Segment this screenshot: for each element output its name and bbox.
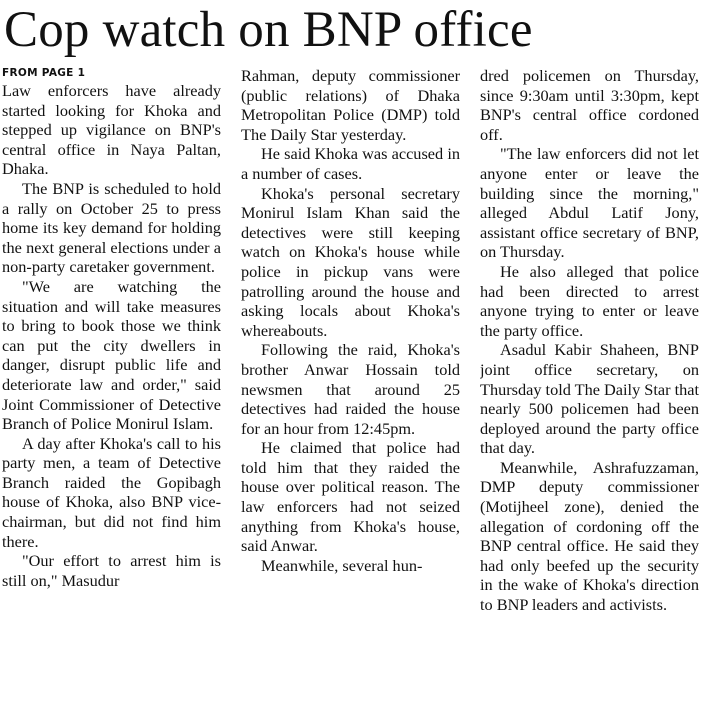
article-column-1 (2, 66, 221, 722)
paragraph: He also alleged that police had been directed to arrest anyone trying to enter or leave the party office. (480, 261, 699, 340)
paragraph: A day after Khoka's call to his party men, a team of Detective Branch raided the Gopibagh house of Khoka, also BNP vice-chairman, but did not find him there. (2, 433, 221, 551)
paragraph: He claimed that police had told him that they raided the house over political reason. The law enforcers had not seized anything from Khoka's house, said Anwar. (241, 438, 460, 556)
article-column-2 (241, 66, 460, 722)
paragraph: "The law enforcers did not let anyone enter or leave the building since the morning," alleged Abdul Latif Jony, assistant office secretary of BNP, on Thursday. (480, 144, 699, 262)
paragraph: "We are watching the situation and will take measures to bring to book those we think can put the city dwellers in danger, disrupt public life and deteriorate law and order," said Joint Commissioner of Detective Branch of Police Monirul Islam. (2, 276, 221, 434)
paragraph: The BNP is scheduled to hold a rally on October 25 to press home its key demand for holding the next general elections under a non-party caretaker government. (2, 178, 221, 277)
paragraph: Meanwhile, Ashrafuzzaman, DMP deputy commissioner (Motijheel zone), denied the allegation of cordoning off the BNP central office. He said they had only beefed up the security in the wake of Khoka's direction to BNP leaders and activists. (480, 457, 699, 615)
article-column-3 (480, 66, 699, 722)
paragraph: Law enforcers have already started looking for Khoka and stepped up vigilance on BNP's central office in Naya Paltan, Dhaka. (2, 81, 221, 179)
paragraph: Khoka's personal secretary Monirul Islam Khan said the detectives were still keeping watch on Khoka's house while police in pickup vans were patrolling around the house and asking locals about Khoka's whereabouts. (241, 183, 460, 340)
continued-from-label: FROM PAGE 1 (2, 67, 86, 79)
paragraph: "Our effort to arrest him is still on," Masudur (2, 551, 221, 590)
headline: Cop watch on BNP office (4, 2, 533, 58)
paragraph: Asadul Kabir Shaheen, BNP joint office secretary, on Thursday told The Daily Star that nearly 500 policemen had been deployed around the party office that day. (480, 340, 699, 458)
paragraph: Rahman, deputy commissioner (public relations) of Dhaka Metropolitan Police (DMP) told The Daily Star yesterday. (241, 66, 460, 144)
paragraph: He said Khoka was accused in a number of cases. (241, 144, 460, 183)
paragraph: dred policemen on Thursday, since 9:30am until 3:30pm, kept BNP's central office cordoned off. (480, 66, 699, 144)
paragraph: Meanwhile, several hun- (261, 555, 423, 575)
paragraph: Following the raid, Khoka's brother Anwar Hossain told newsmen that around 25 detectives had raided the house for an hour from 12:45pm. (241, 340, 460, 438)
